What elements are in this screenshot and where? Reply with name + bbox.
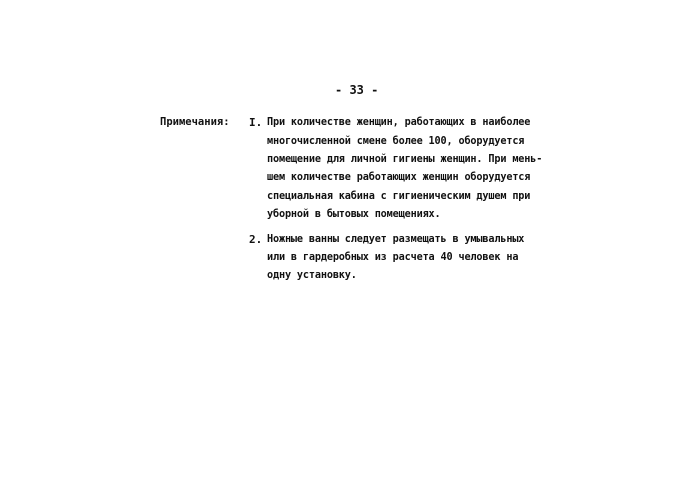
note-1-line-3: помещение для личной гигиены женщин. При мень- [267, 154, 543, 165]
note-2-line-3: одну установку. [267, 270, 357, 281]
note-2-line-1: Ножные ванны следует размещать в умывальных [267, 234, 525, 245]
note-1-number: I. [249, 116, 263, 129]
note-1-line-2: многочисленной смене более 100, оборудуется [267, 136, 525, 147]
note-1-line-5: специальная кабина с гигиеническим душем при [267, 191, 531, 202]
page-number: - 33 - [335, 83, 379, 97]
note-2-number: 2. [249, 233, 263, 246]
notes-label: Примечания: [160, 116, 230, 128]
note-2-line-2: или в гардеробных из расчета 40 человек на [267, 252, 519, 263]
note-1-line-1: При количестве женщин, работающих в наиболее [267, 117, 531, 128]
note-1-line-4: шем количестве работающих женщин оборудуется [267, 172, 531, 183]
note-1-line-6: уборной в бытовых помещениях. [267, 209, 441, 220]
